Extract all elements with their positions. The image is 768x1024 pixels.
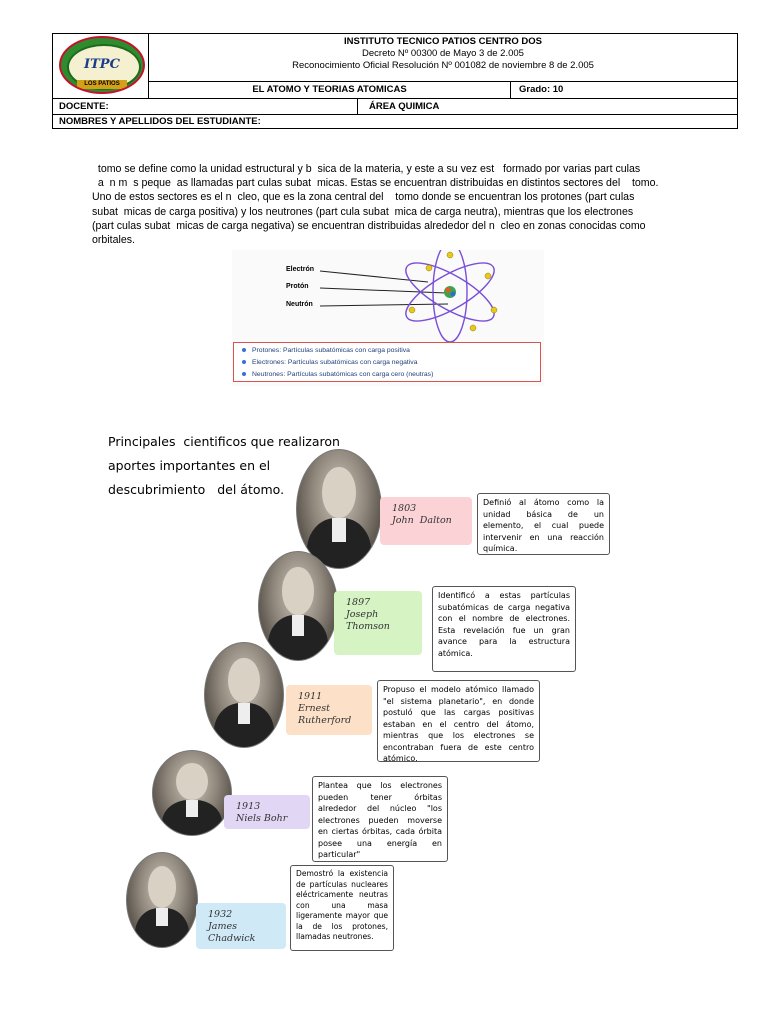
decree-text: Decreto Nº 00300 de Mayo 3 de 2.005	[362, 48, 524, 59]
scientist-year: 1913	[236, 801, 261, 812]
dalton-description: Definió al átomo como la unidad básica de un elemento, el cual puede intervenir en una reacción química.	[477, 493, 610, 555]
portrait-collar	[332, 518, 345, 542]
scientist-year: 1803	[392, 503, 417, 514]
thomson-portrait	[258, 551, 338, 661]
scientist-year: 1911	[298, 691, 323, 702]
scientist-year: 1897	[346, 597, 371, 608]
atom-figure	[232, 250, 544, 386]
portrait-collar	[186, 800, 198, 817]
title-line: aportes importantes en el	[108, 458, 271, 473]
scientist-year: 1932	[208, 909, 233, 920]
portrait-collar	[156, 908, 167, 927]
bohr-portrait	[152, 750, 232, 836]
electron-dot	[491, 307, 497, 313]
portrait-collar	[292, 615, 304, 637]
portrait-head	[148, 866, 176, 907]
legend-item	[242, 359, 417, 366]
scientist-name: James Chadwick	[208, 921, 256, 944]
portrait-collar	[238, 703, 250, 724]
chadwick-portrait	[126, 852, 198, 948]
rutherford-description: Propuso el modelo atómico llamado "el sistema planetario", en donde postuló que las cargas positivas estaban en el centro del átomo, mientras que los electrones se encontraban fuera de este centro atómico.	[377, 680, 540, 762]
logo-banner: LOS PATIOS	[77, 80, 127, 89]
electron-pointer	[320, 271, 428, 282]
legend-item	[242, 371, 433, 378]
intro-line: (part culas subat micas de carga negativa) se encuentran distribuidas alrededor del n cleo en zonas conocidas como	[92, 219, 646, 232]
intro-line: Uno de estos sectores es el n cleo, que es la zona central del tomo donde se encuentran los protones (part culas	[92, 191, 635, 204]
portrait-head	[282, 567, 313, 615]
title-line: Principales cientificos que realizaron	[108, 434, 340, 449]
particle-legend	[233, 342, 541, 382]
electron-dot	[426, 265, 432, 271]
teacher-row	[53, 98, 737, 115]
grade-label: Grado: 10	[519, 84, 564, 95]
institution-block	[149, 34, 737, 82]
title-line: descubrimiento del átomo.	[108, 482, 285, 497]
rutherford-tag	[286, 685, 372, 735]
nucleus-proton	[446, 288, 451, 293]
legend-item	[242, 347, 410, 354]
bohr-tag	[224, 795, 310, 829]
scientist-name: Joseph Thomson	[346, 609, 390, 632]
electron-dot	[485, 273, 491, 279]
row-divider	[357, 99, 358, 114]
legend-text: Neutrones: Partículas subatómicas con carga cero (neutras)	[252, 371, 434, 378]
electron-label: Electrón	[286, 266, 315, 273]
institution-name: INSTITUTO TECNICO PATIOS CENTRO DOS	[344, 36, 542, 47]
chadwick-description: Demostró la existencia de partículas nucleares eléctricamente neutras con una masa ligeramente mayor que la de los protones, llamadas neutrones.	[290, 865, 394, 951]
intro-line: orbitales.	[92, 234, 135, 247]
thomson-description: Identificó a estas partículas subatómicas de carga negativa con el nombre de electrones. Esta revelación fue un gran avance para la estructura atómica.	[432, 586, 576, 672]
logo-cell	[53, 34, 149, 98]
intro-line: a n m s peque as llamadas part culas subat micas. Estas se encuentran distribuidas en distintos sectores del tomo.	[92, 177, 659, 190]
bohr-description: Plantea que los electrones pueden tener órbitas alrededor del núcleo "los electrones pueden moverse en ciertas órbitas, cada órbita posee una energía en particular"	[312, 776, 448, 862]
portrait-head	[176, 763, 207, 800]
portrait-head	[228, 658, 259, 704]
scientist-name: John Dalton	[392, 515, 452, 526]
proton-label: Protón	[286, 283, 309, 290]
student-label: NOMBRES Y APELLIDOS DEL ESTUDIANTE:	[59, 116, 261, 127]
intro-line: subat micas de carga positiva) y los neutrones (part cula subat mica de carga neutra), mientras que los electrones	[92, 205, 634, 218]
topic-row	[149, 82, 737, 99]
logo-monogram: ITPC	[84, 57, 120, 72]
document-header	[52, 33, 738, 129]
intro-line: tomo se define como la unidad estructural y b sica de la materia, y este a su vez est formado por varias part culas	[92, 163, 641, 175]
bullet-icon	[242, 360, 246, 364]
neutron-label: Neutrón	[286, 301, 313, 308]
proton-pointer	[320, 288, 446, 293]
thomson-tag	[334, 591, 422, 655]
area-label: ÁREA QUIMICA	[369, 101, 440, 112]
electron-dot	[470, 325, 476, 331]
dalton-tag	[380, 497, 472, 545]
recognition-text: Reconocimiento Oficial Resolución Nº 001082 de noviembre 8 de 2.005	[292, 60, 594, 71]
rutherford-portrait	[204, 642, 284, 748]
intro-paragraph	[92, 162, 698, 247]
legend-text: Protones: Partículas subatómicas con carga positiva	[252, 347, 410, 354]
nucleus-neutron	[451, 292, 456, 297]
student-row	[53, 115, 737, 129]
electron-dot	[447, 252, 453, 258]
neutron-pointer	[320, 304, 448, 306]
chadwick-tag	[196, 903, 286, 949]
school-logo	[59, 36, 145, 94]
bullet-icon	[242, 348, 246, 352]
electron-dot	[409, 307, 415, 313]
topic-title: EL ATOMO Y TEORIAS ATOMICAS	[149, 82, 511, 98]
bullet-icon	[242, 372, 246, 376]
portrait-head	[322, 467, 356, 519]
dalton-portrait	[296, 449, 382, 569]
legend-text: Electrones: Partículas subatómicas con carga negativa	[252, 359, 418, 366]
atom-diagram	[232, 250, 544, 342]
scientist-name: Niels Bohr	[236, 813, 288, 824]
teacher-label: DOCENTE:	[59, 101, 109, 112]
scientist-name: Ernest Rutherford	[298, 703, 352, 726]
